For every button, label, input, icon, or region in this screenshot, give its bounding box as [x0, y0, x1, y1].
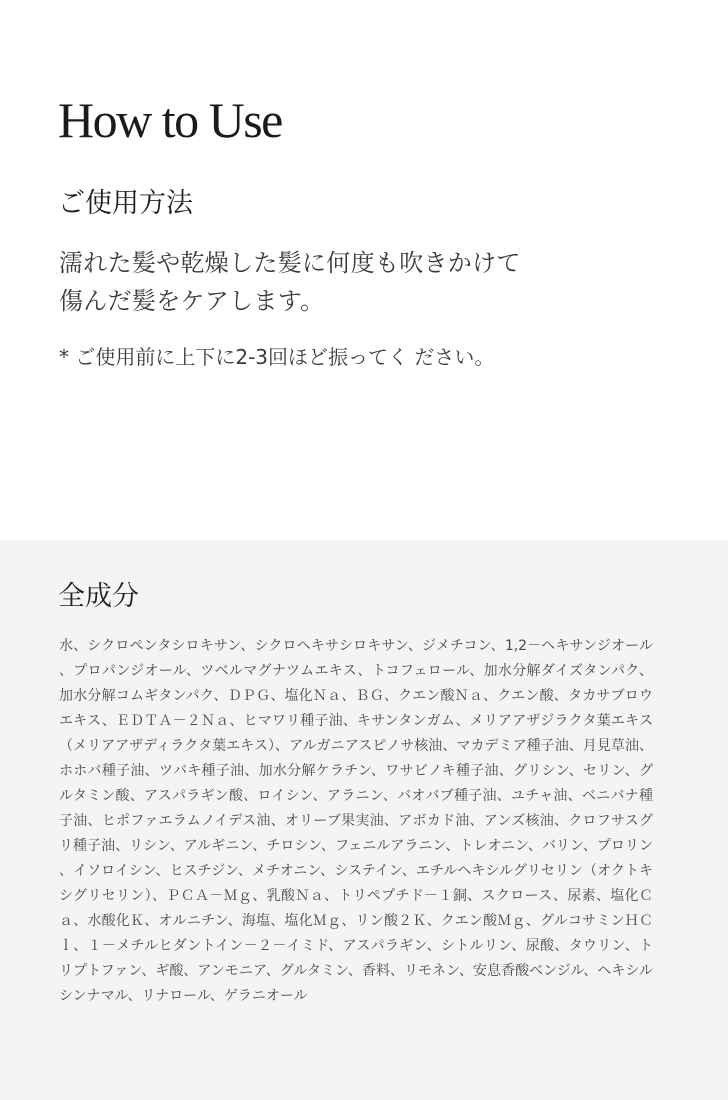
how-to-use-section — [0, 0, 728, 540]
ingredients-list: 水、シクロペンタシロキサン、シクロヘキサシロキサン、ジメチコン、1,2－ヘキサンジオール、プロパンジオール、ツベルマグナツムエキス、トコフェロール、加水分解ダイズタンパク、加水分解コムギタンパク、ＤＰＧ、塩化Ｎａ、ＢＧ、クエン酸Ｎａ、クエン酸、タカサブロウエキス、ＥＤＴＡ－２Ｎａ、ヒマワリ種子油、キサンタンガム、メリアアザジラクタ葉エキス（メリアアザディラクタ葉エキス）、アルガニアスピノサ核油、マカデミア種子油、月見草油、ホホバ種子油、ツバキ種子油、加水分解ケラチン、ワサビノキ種子油、グリシン、セリン、グルタミン酸、アスパラギン酸、ロイシン、アラニン、バオバブ種子油、ユチャ油、ベニバナ種子油、ヒポファエラムノイデス油、オリーブ果実油、アボカド油、アンズ核油、クロフサスグリ種子油、リシン、アルギニン、チロシン、フェニルアラニン、トレオニン、バリン、プロリン、イソロイシン、ヒスチジン、メチオニン、システイン、エチルヘキシルグリセリン（オクトキシグリセリン）、ＰＣＡ－Ｍｇ、乳酸Ｎａ、トリペプチド－１銅、スクロース、尿素、塩化Ｃａ、水酸化Ｋ、オルニチン、海塩、塩化Ｍｇ、リン酸２Ｋ、クエン酸Ｍｇ、グルコサミンＨＣｌ、１－メチルヒダントイン－２－イミド、アスパラギン、シトルリン、尿酸、タウリン、トリプトファン、ギ酸、アンモニア、グルタミン、香料、リモネン、安息香酸ベンジル、ヘキシルシンナマル、リナロール、ゲラニオール — [59, 638, 653, 1004]
usage-description-line-1: 濡れた髪や乾燥した髪に何度も吹きかけて — [59, 249, 521, 277]
usage-method-heading: ご使用方法 — [58, 188, 193, 219]
usage-description-line-2: 傷んだ髪をケアします。 — [59, 287, 325, 315]
usage-description — [59, 244, 679, 320]
ingredients-section — [0, 540, 728, 1100]
how-to-use-title: How to Use — [58, 92, 282, 148]
usage-note: * ご使用前に上下に2-3回ほど振ってく ださい。 — [59, 345, 495, 369]
ingredients-heading: 全成分 — [58, 581, 139, 612]
